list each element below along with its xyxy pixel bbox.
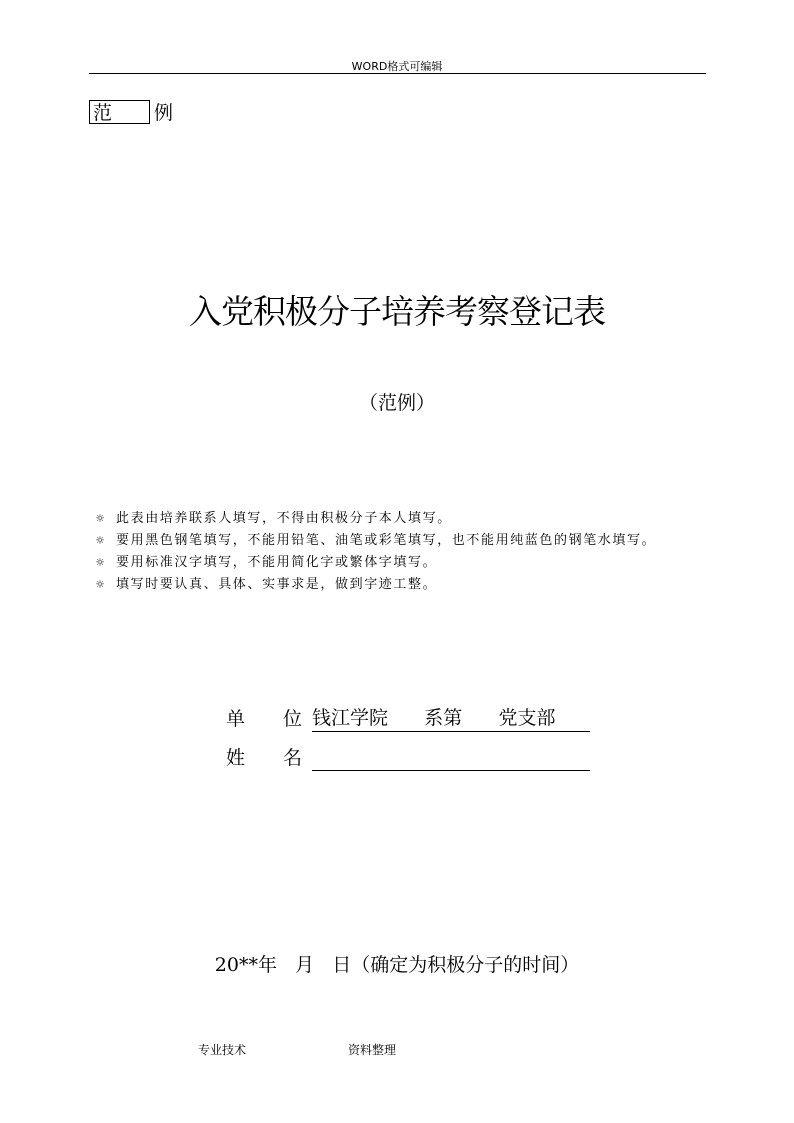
gear-icon: ☼ — [95, 556, 105, 569]
name-field-value[interactable] — [312, 744, 590, 771]
unit-field-row — [226, 702, 590, 732]
instruction-item — [92, 508, 732, 530]
instruction-text: 此表由培养联系人填写，不得由积极分子本人填写。 — [116, 511, 452, 526]
date-line: 20**年 月 日（确定为积极分子的时间） — [214, 954, 580, 976]
unit-field-value[interactable]: 钱江学院 系第 党支部 — [312, 705, 590, 732]
instruction-text: 要用标准汉字填写，不能用简化字或繁体字填写。 — [116, 555, 438, 570]
header-divider — [89, 73, 706, 74]
instructions-list — [92, 508, 732, 596]
sample-tag: 范 例 — [89, 100, 150, 124]
gear-icon: ☼ — [95, 512, 105, 525]
document-title: 入党积极分子培养考察登记表 — [189, 292, 605, 331]
page-header-text: WORD格式可编辑 — [351, 60, 443, 73]
gear-icon: ☼ — [95, 578, 105, 591]
instruction-item — [92, 574, 732, 596]
unit-field-label: 单位 — [226, 708, 341, 730]
instruction-text: 填写时要认真、具体、实事求是，做到字迹工整。 — [116, 577, 438, 592]
instruction-item — [92, 552, 732, 574]
gear-icon: ☼ — [95, 534, 105, 547]
instruction-item — [92, 530, 732, 552]
name-field-label: 姓名 — [226, 747, 341, 769]
instruction-text: 要用黑色钢笔填写，不能用铅笔、油笔或彩笔填写，也不能用纯蓝色的钢笔水填写。 — [116, 533, 657, 548]
name-field-row — [226, 741, 590, 771]
footer-right-text: 资料整理 — [348, 1043, 397, 1057]
document-subtitle: （范例） — [358, 392, 435, 414]
footer-left-text: 专业技术 — [198, 1043, 247, 1057]
